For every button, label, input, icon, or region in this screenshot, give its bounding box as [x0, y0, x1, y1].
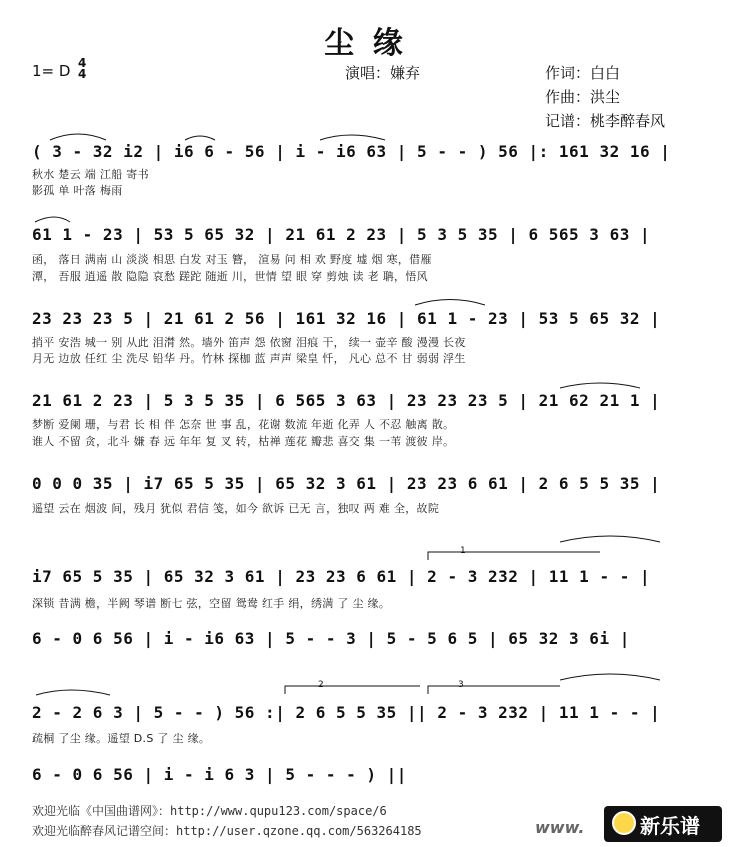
logo-disc-icon — [612, 811, 636, 835]
score-row: 6 - 0 6 56 | i - i6 63 | 5 - - 3 | 5 - 5 6 5 | 65 32 3 6i | — [32, 629, 630, 648]
volta-bracket — [428, 686, 560, 694]
score-row: 2 - 2 6 3 | 5 - - ) 56 :| 2 6 5 5 35 || 2 - 3 232 | 11 1 - - | — [32, 703, 661, 722]
lyric-line: 深锁 昔满 檐，半阙 琴谱 断七 弦，空留 鸳鸯 红手 绢，绣满 了 尘 缘。 — [32, 597, 391, 610]
volta-number: 1 — [460, 546, 466, 556]
site-logo: 新乐谱 — [640, 814, 700, 838]
lyric-line: 梦断 爱阑 珊，与君 长 相 伴 怎奈 世 事 乱，花谢 数流 年逝 化弄 人 不忍 触离 散。 — [32, 418, 455, 431]
singer-credit: 演唱：嫌弃 — [345, 64, 421, 82]
time-signature-bottom: 4 — [78, 67, 87, 81]
lyric-line: 疏桐 了尘 缘。遥望 D.S 了 尘 缘。 — [32, 732, 211, 745]
time-signature-top: 4 — [78, 56, 87, 70]
slur-mark — [560, 536, 660, 542]
slur-mark — [185, 136, 215, 140]
lyric-line: 影孤 单 叶落 梅雨 — [32, 184, 123, 197]
score-row: 23 23 23 5 | 21 61 2 56 | 161 32 16 | 61 1 - 23 | 53 5 65 32 | — [32, 309, 661, 328]
slur-mark — [50, 134, 106, 140]
slur-mark — [415, 300, 485, 306]
lyric-line: 潭， 吾服 逍遥 散 隐隐 哀愁 蹉跎 随逝 川，世情 望 眼 穿 剪烛 读 老 聃，悟风 — [32, 270, 428, 283]
score-row: 6 - 0 6 56 | i - i 6 3 | 5 - - - ) || — [32, 765, 407, 784]
lyric-line: 函， 落日 满南 山 淡淡 相思 白发 对玉 簪， 渲易 问 相 欢 野度 墟 烟 寒，借雁 — [32, 253, 432, 266]
lyricist-credit: 作词：白白 — [545, 64, 621, 82]
slur-mark — [560, 674, 660, 680]
score-row: 21 61 2 23 | 5 3 5 35 | 6 565 3 63 | 23 23 23 5 | 21 62 21 1 | — [32, 391, 661, 410]
score-row: ( 3 - 32 i2 | i6 6 - 56 | i - i6 63 | 5 - - ) 56 |: 161 32 16 | — [32, 142, 671, 161]
site-watermark: www. — [535, 818, 585, 837]
volta-bracket — [285, 686, 420, 694]
key-signature: 1= D — [32, 62, 71, 80]
footer-link[interactable]: 欢迎光临醉春风记谱空间：http://user.qzone.qq.com/563264185 — [32, 824, 422, 838]
composer-credit: 作曲：洪尘 — [545, 88, 621, 106]
lyric-line: 秋水 楚云 端 江船 寄书 — [32, 168, 149, 181]
song-title: 尘 缘 — [324, 26, 407, 61]
footer-link[interactable]: 欢迎光临《中国曲谱网》：http://www.qupu123.com/space/6 — [32, 804, 387, 818]
slur-mark — [320, 135, 385, 140]
score-row: 0 0 0 35 | i7 65 5 35 | 65 32 3 61 | 23 23 6 61 | 2 6 5 5 35 | — [32, 474, 661, 493]
time-signature — [78, 58, 86, 80]
volta-bracket — [428, 552, 600, 560]
lyric-line: 遥望 云在 烟波 间，残月 犹似 君信 笺，如今 欲诉 已无 言，独叹 两 难 全，故院 — [32, 502, 440, 515]
lyric-line: 月无 边放 任红 尘 洗尽 铅华 丹。竹林 探枷 蓝 声声 梁皇 忏， 凡心 总不 甘 弱弱 浮生 — [32, 352, 466, 365]
slur-mark — [560, 383, 640, 388]
score-row: 61 1 - 23 | 53 5 65 32 | 21 61 2 23 | 5 3 5 35 | 6 565 3 63 | — [32, 225, 651, 244]
volta-number: 2 — [318, 680, 324, 690]
score-row: i7 65 5 35 | 65 32 3 61 | 23 23 6 61 | 2 - 3 232 | 11 1 - - | — [32, 567, 651, 586]
lyric-line: 捎平 安浩 城一 别 从此 泪潸 然。墙外 笛声 怨 依窗 泪痕 干， 续一 壶辛 酸 漫漫 长夜 — [32, 336, 466, 349]
volta-number: 3 — [458, 680, 464, 690]
slur-mark — [36, 690, 110, 695]
lyric-line: 谁人 不留 贪，北斗 嫌 春 远 年年 复 叉 转，枯禅 莲花 瓣悲 喜交 集 一苇 渡彼 岸。 — [32, 435, 455, 448]
slur-mark — [35, 217, 70, 222]
transcriber-credit: 记谱：桃李醉春风 — [545, 112, 666, 130]
